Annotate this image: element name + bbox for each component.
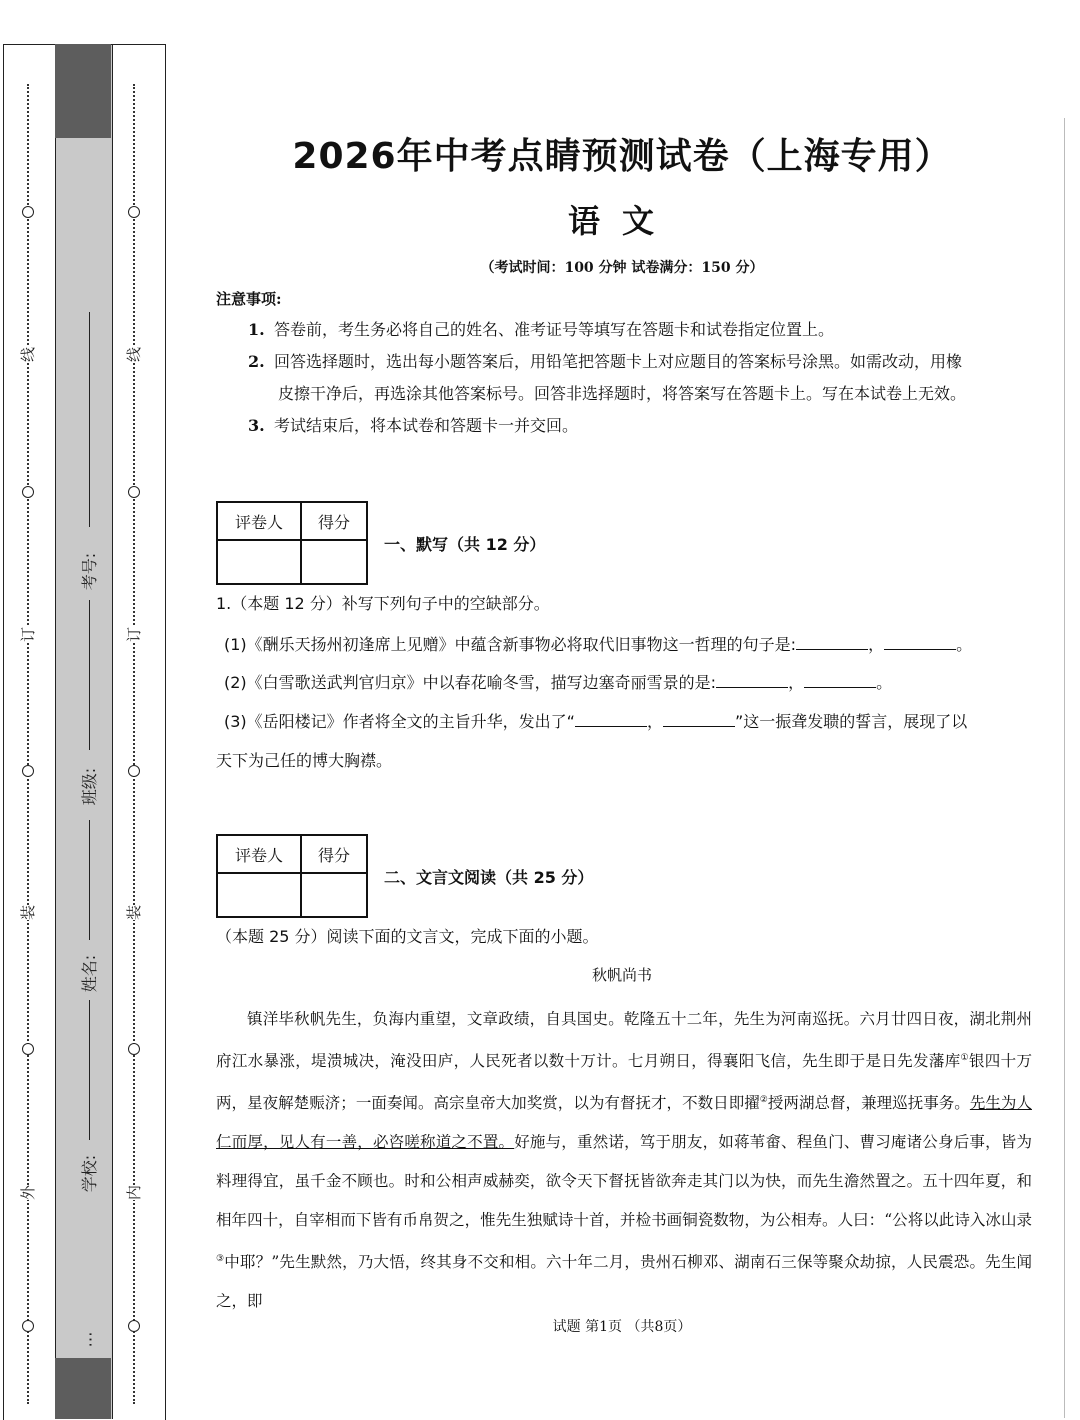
punct: ， (868, 635, 885, 654)
binding-margin (0, 0, 168, 1419)
binding-hole (128, 486, 140, 498)
score-cell[interactable] (301, 873, 367, 917)
school-label: 学校: (80, 1154, 100, 1193)
subject-title: 语文 (567, 202, 676, 240)
answer-blank[interactable] (796, 635, 868, 650)
outer-char-zhuang: 装 (15, 905, 40, 920)
binding-hole (22, 206, 34, 218)
notice-num: 1. (248, 320, 265, 339)
inner-cut-line (133, 84, 135, 1404)
outer-cut-line (27, 84, 29, 1404)
binding-hole (128, 1320, 140, 1332)
section-2-title: 二、文言文阅读（共 25 分） (384, 868, 594, 887)
answer-blank[interactable] (716, 673, 788, 688)
question-1-3 (224, 703, 1044, 741)
notice-num: 2. (248, 352, 265, 371)
score-header: 得分 (301, 835, 367, 873)
exam-info: （考试时间：100 分钟 试卷满分：150 分） (480, 260, 764, 276)
inner-char-xian: 线 (121, 347, 146, 362)
passage-text: 镇洋毕秋帆先生，负海内重望，文章政绩，自具国史。乾隆五十二年，先生为河南巡抚。六月廿四日夜，湖北荆州府江水暴涨，堤溃城决，淹没田庐，人民死者以数十万计。七月朔日，得襄阳飞信，先生即于是日先发藩库 (216, 1010, 1032, 1071)
binding-hole (22, 1043, 34, 1055)
binding-outer-strip (3, 44, 56, 1420)
binding-hole (22, 765, 34, 777)
punct: ， (646, 712, 663, 731)
classical-passage (216, 1000, 1032, 1321)
footnote-marker: ① (960, 1053, 969, 1063)
passage-title: 秋帆尚书 (591, 966, 652, 984)
binding-hole (22, 486, 34, 498)
answer-blank[interactable] (884, 635, 956, 650)
question-1-2-text: (2)《白雪歌送武判官归京》中以春花喻冬雪，描写边塞奇丽雪景的是: (224, 673, 717, 692)
class-field-line[interactable] (89, 600, 90, 750)
question-1-3-text: (3)《岳阳楼记》作者将全文的主旨升华，发出了“ (224, 712, 575, 731)
footnote-marker: ③ (216, 1254, 225, 1265)
school-field-line[interactable] (89, 1000, 90, 1140)
binding-dark-band-top (55, 44, 111, 138)
punct: 。 (876, 673, 893, 692)
score-cell[interactable] (301, 540, 367, 584)
page-footer: 试题 第1页 （共8页） (552, 1319, 692, 1335)
answer-blank[interactable] (575, 712, 647, 727)
notice-item (248, 346, 1038, 410)
passage-text: 中耶？”先生默然，乃大悟，终其身不交和相。六十年二月，贵州石柳邓、湖南石三保等聚众劫掠，人民震恐。先生闻之，即 (216, 1253, 1032, 1311)
inner-char-zhuang: 装 (121, 905, 146, 920)
punct: 。 (956, 635, 973, 654)
score-box-2 (216, 834, 368, 918)
passage-text: 授两湖总督，兼理巡抚事务。 (767, 1094, 970, 1113)
class-label: 班级: (80, 767, 100, 806)
exam-title: 2026年中考点睛预测试卷（上海专用） (292, 136, 952, 177)
binding-ellipsis: … (76, 1331, 96, 1348)
outer-char-ding: 订 (15, 627, 40, 642)
notice-text: 答卷前，考生务必将自己的姓名、准考证号等填写在答题卡和试卷指定位置上。 (274, 320, 835, 339)
grader-cell[interactable] (217, 540, 301, 584)
outer-char-xian: 线 (15, 347, 40, 362)
question-1-1 (224, 626, 1044, 664)
name-field-line[interactable] (89, 820, 90, 940)
binding-inner-strip (111, 44, 166, 1420)
binding-dark-band-bottom (55, 1358, 111, 1419)
question-1-stem: 1.（本题 12 分）补写下列句子中的空缺部分。 (216, 594, 550, 613)
underlined-sentence: 先生为人仁而厚，见人有一善，必咨嗟称道之不置。 (216, 1094, 1032, 1152)
footnote-marker: ② (759, 1095, 768, 1106)
question-1-2 (224, 664, 1044, 702)
exam-number-label: 考号: (80, 552, 100, 591)
score-header: 得分 (301, 502, 367, 540)
answer-blank[interactable] (663, 712, 735, 727)
question-1-1-text: (1)《酬乐天扬州初逢席上见赠》中蕴含新事物必将取代旧事物这一哲理的句子是: (224, 635, 797, 654)
outer-char-wai: 外 (15, 1185, 40, 1200)
binding-info-strip (55, 44, 113, 1419)
binding-hole (128, 206, 140, 218)
punct: ， (788, 673, 805, 692)
notice-item (248, 410, 1038, 442)
inner-char-ding: 订 (121, 627, 146, 642)
notice-text-cont: 皮擦干净后，再选涂其他答案标号。回答非选择题时，将答案写在答题卡上。写在本试卷上无效。 (278, 384, 967, 403)
notice-item (248, 314, 1038, 346)
score-box-1 (216, 501, 368, 585)
exam-number-field-line[interactable] (89, 312, 90, 527)
notice-text: 考试结束后，将本试卷和答题卡一并交回。 (274, 416, 579, 435)
question-1-3-cont: 天下为己任的博大胸襟。 (216, 751, 393, 770)
inner-char-nei: 内 (121, 1185, 146, 1200)
notice-num: 3. (248, 416, 265, 435)
question-1-3-text-end: ”这一振聋发聩的誓言，展现了以 (734, 712, 968, 731)
name-label: 姓名: (80, 954, 100, 993)
grader-header: 评卷人 (217, 835, 301, 873)
binding-hole (128, 765, 140, 777)
notice-text: 回答选择题时，选出每小题答案后，用铅笔把答题卡上对应题目的答案标号涂黑。如需改动，用橡 (274, 352, 963, 371)
section-1-title: 一、默写（共 12 分） (384, 535, 546, 554)
passage-text: 银四十万两，星夜解楚赈济；一面奏闻。高宗皇帝大加奖赏，以为有督抚才，不数日即擢 (216, 1052, 1032, 1113)
grader-cell[interactable] (217, 873, 301, 917)
grader-header: 评卷人 (217, 502, 301, 540)
answer-blank[interactable] (804, 673, 876, 688)
notice-heading: 注意事项: (216, 290, 282, 308)
passage-text: 好施与，重然诺，笃于朋友，如蒋苇畲、程鱼门、曹习庵诸公身后事，皆为料理得宜，虽千金不顾也。时和公相声威赫奕，欲令天下督抚皆欲奔走其门以为快，而先生澹然置之。五十四年夏，和相年四十，自宰相而下皆有币帛贺之，惟先生独赋诗十首，并检书画铜瓷数物，为公相寿。人曰：“公将以此诗入冰山录 (216, 1133, 1032, 1230)
question-2-stem: （本题 25 分）阅读下面的文言文，完成下面的小题。 (216, 927, 599, 946)
binding-hole (22, 1320, 34, 1332)
page-edge (1064, 118, 1065, 1418)
binding-hole (128, 1043, 140, 1055)
